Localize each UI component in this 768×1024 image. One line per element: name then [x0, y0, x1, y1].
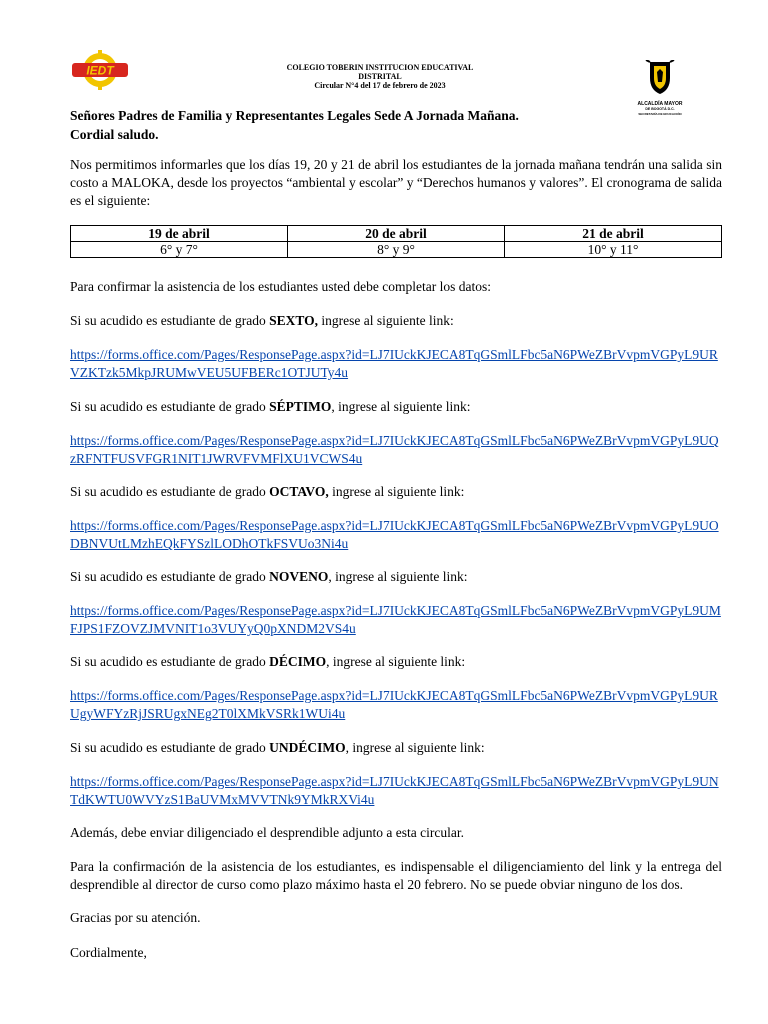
grade-instruction-sexto: [70, 312, 722, 330]
circular-number: Circular N°4 del 17 de febrero de 2023: [314, 81, 446, 90]
grade-prefix: Si su acudido es estudiante de grado: [70, 484, 270, 499]
school-logo-icon: [70, 50, 130, 90]
grade-suffix: ingrese al siguiente link:: [318, 313, 454, 328]
grade-prefix: Si su acudido es estudiante de grado: [70, 740, 270, 755]
closing-line: Cordialmente,: [70, 945, 147, 960]
schedule-header-row: [71, 226, 722, 242]
grade-name: SEXTO,: [269, 313, 318, 328]
greeting-salutation: Cordial saludo.: [70, 127, 159, 142]
bogota-logo-subtitle: DE BOGOTÁ D.C.: [645, 107, 675, 111]
schedule-value-cell: 10° y 11°: [505, 242, 722, 258]
grade-instruction-decimo: [70, 653, 722, 671]
schedule-header-cell: 20 de abril: [288, 226, 505, 242]
schedule-value-cell: 8° y 9°: [288, 242, 505, 258]
schedule-table: [70, 225, 722, 258]
grade-name: SÉPTIMO: [269, 399, 332, 414]
grade-name: NOVENO: [269, 569, 329, 584]
bogota-coat-of-arms-icon: [636, 60, 684, 96]
grade-suffix: , ingrese al siguiente link:: [328, 569, 468, 584]
form-link-octavo[interactable]: https://forms.office.com/Pages/ResponsePage.aspx?id=LJ7IUckKJECA8TqGSmlLFbc5aN6PWeZBrVvpmVGPyL9UODBNVUtLMzhEQkFYSzlLODhOTkFSVUo3Ni4u: [70, 518, 719, 551]
schedule-value-cell: 6° y 7°: [71, 242, 288, 258]
grade-suffix: ingrese al siguiente link:: [328, 484, 465, 499]
bogota-logo: [636, 60, 684, 118]
school-type: DISTRITAL: [358, 72, 402, 81]
grade-suffix: , ingrese al siguiente link:: [326, 654, 466, 669]
grade-instruction-noveno: [70, 568, 722, 586]
form-link-noveno[interactable]: https://forms.office.com/Pages/ResponsePage.aspx?id=LJ7IUckKJECA8TqGSmlLFbc5aN6PWeZBrVvpmVGPyL9UMFJPS1FZOVZJMVNIT1o3VUYyQ0pXNDM2VS4u: [70, 603, 721, 636]
grade-instruction-undecimo: [70, 739, 722, 757]
grade-name: OCTAVO,: [269, 484, 329, 499]
grade-name: UNDÉCIMO: [269, 740, 346, 755]
grade-prefix: Si su acudido es estudiante de grado: [70, 313, 270, 328]
grade-prefix: Si su acudido es estudiante de grado: [70, 399, 270, 414]
school-logo-text: IEDT: [86, 63, 114, 78]
deadline-paragraph: Para la confirmación de la asistencia de los estudiantes, es indispensable el diligenciamiento del link y la entrega del desprendible al director de curso como plazo máximo hasta el 20 febrero. No se puede obviar ninguno de los dos.: [70, 859, 722, 892]
grade-prefix: Si su acudido es estudiante de grado: [70, 569, 270, 584]
schedule-header-cell: 21 de abril: [505, 226, 722, 242]
grade-instruction-septimo: [70, 398, 722, 416]
form-link-sexto[interactable]: https://forms.office.com/Pages/ResponsePage.aspx?id=LJ7IUckKJECA8TqGSmlLFbc5aN6PWeZBrVvpmVGPyL9URVZKTzk5MkpJRUMwVEU5UFBERc1OTJUTy4u: [70, 347, 718, 380]
attachment-note: Además, debe enviar diligenciado el desprendible adjunto a esta circular.: [70, 825, 464, 840]
bogota-logo-title: ALCALDÍA MAYOR: [637, 101, 683, 107]
document-header: [250, 63, 510, 90]
grade-name: DÉCIMO: [269, 654, 327, 669]
grade-instruction-octavo: [70, 483, 722, 501]
bogota-logo-department: SECRETARÍA DE EDUCACIÓN: [638, 111, 682, 116]
schedule-header-cell: 19 de abril: [71, 226, 288, 242]
school-name: COLEGIO TOBERIN INSTITUCION EDUCATIVAL: [286, 63, 474, 72]
form-link-undecimo[interactable]: https://forms.office.com/Pages/ResponsePage.aspx?id=LJ7IUckKJECA8TqGSmlLFbc5aN6PWeZBrVvpmVGPyL9UNTdKWTU0WVYzS1BaUVMxMVVTNk9YMkRXVi4u: [70, 774, 719, 807]
greeting-recipients: Señores Padres de Familia y Representantes Legales Sede A Jornada Mañana.: [70, 108, 519, 123]
intro-paragraph: Nos permitimos informarles que los días 19, 20 y 21 de abril los estudiantes de la jornada mañana tendrán una salida sin costo a MALOKA, desde los proyectos “ambiental y escolar” y “Derechos humanos y valores”. El cronograma de salida es el siguiente:: [70, 157, 722, 208]
confirm-instructions: Para confirmar la asistencia de los estudiantes usted debe completar los datos:: [70, 279, 491, 294]
greeting: [70, 106, 519, 144]
grade-suffix: , ingrese al siguiente link:: [345, 740, 485, 755]
schedule-value-row: [71, 242, 722, 258]
grade-prefix: Si su acudido es estudiante de grado: [70, 654, 270, 669]
form-link-decimo[interactable]: https://forms.office.com/Pages/ResponsePage.aspx?id=LJ7IUckKJECA8TqGSmlLFbc5aN6PWeZBrVvpmVGPyL9URUgyWFYzRjJSRUgxNEg2T0lXMkVSRk1WUi4u: [70, 688, 718, 721]
form-link-septimo[interactable]: https://forms.office.com/Pages/ResponsePage.aspx?id=LJ7IUckKJECA8TqGSmlLFbc5aN6PWeZBrVvpmVGPyL9UQzRFNTFUSVFGR1NIT1JWRVFVMFlXU1VCWS4u: [70, 433, 719, 466]
grade-suffix: , ingrese al siguiente link:: [331, 399, 471, 414]
thanks-line: Gracias por su atención.: [70, 910, 201, 925]
